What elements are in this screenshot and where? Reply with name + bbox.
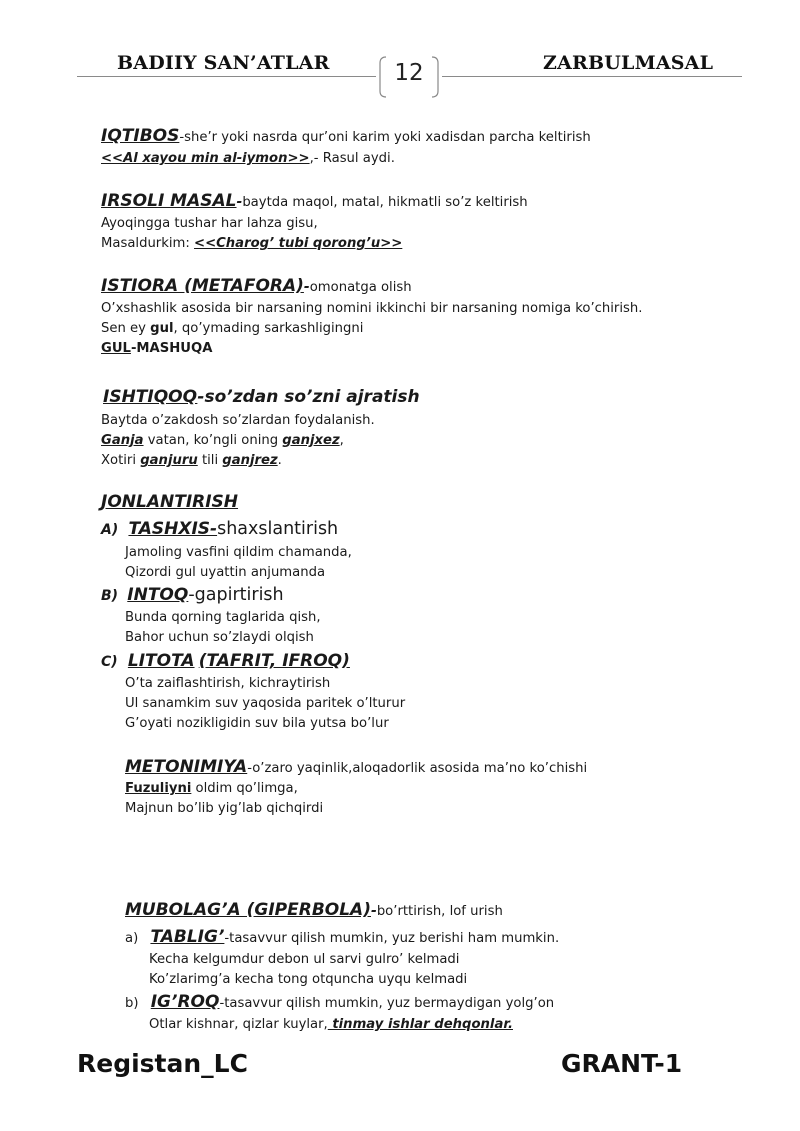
metonimiya-line2: Majnun bo’lib yig’lab qichqirdi <box>125 801 324 816</box>
jonlantirish-heading: JONLANTIRISH <box>101 492 239 512</box>
header-left-title: BADIIY SAN’ATLAR <box>117 52 330 74</box>
ishtiqoq-line3: Xotiri ganjuru tili ganjrez. <box>101 453 282 468</box>
litota-line1: O’ta zaiflashtirish, kichraytirish <box>125 676 331 691</box>
intoq-line2: Bahor uchun so’zlaydi olqish <box>125 630 314 645</box>
litota-line3: G’oyati nozikligidin suv bila yutsa bo’lur <box>125 716 389 731</box>
istiora-definition: ISTIORA (METAFORA)-omonatga olish <box>101 276 412 296</box>
irsoli-quote: <<Charog’ tubi qorong’u>> <box>194 236 403 251</box>
igroq-definition: b) IG’ROQ-tasavvur qilish mumkin, yuz bermaydigan yolg’on <box>125 992 555 1012</box>
ishtiqoq-term: ISHTIQOQ <box>103 387 198 407</box>
litota-alt-terms: (TAFRIT, IFROQ) <box>198 651 350 671</box>
header-right-title: ZARBULMASAL <box>543 52 714 74</box>
tashxis-term: TASHXIS- <box>128 519 218 539</box>
tablig-term: TABLIG’ <box>150 927 225 947</box>
intoq-line1: Bunda qorning taglarida qish, <box>125 610 321 625</box>
tashxis-definition: A) TASHXIS-shaxslantirish <box>101 519 339 539</box>
tablig-line1: Kecha kelgumdur debon ul sarvi gulro’ kelmadi <box>149 952 460 967</box>
mubolaga-definition: MUBOLAG’A (GIPERBOLA)-bo’rttirish, lof urish <box>125 900 503 920</box>
irsoli-definition: IRSOLI MASAL-baytda maqol, matal, hikmatli so’z keltirish <box>101 191 528 211</box>
ishtiqoq-definition: ISHTIQOQ-so’zdan so’zni ajratish <box>103 387 420 407</box>
ishtiqoq-line1: Baytda o’zakdosh so’zlardan foydalanish. <box>101 413 375 428</box>
litota-definition: C) LITOTA (TAFRIT, IFROQ) <box>101 651 350 671</box>
header-rule-right <box>442 76 742 77</box>
igroq-line1: Otlar kishnar, qizlar kuylar, tinmay ishlar dehqonlar. <box>149 1017 513 1032</box>
tashxis-line2: Qizordi gul uyattin anjumanda <box>125 565 326 580</box>
intoq-term: INTOQ <box>127 585 189 605</box>
irsoli-line2: Masaldurkim: <<Charog’ tubi qorong’u>> <box>101 236 403 251</box>
litota-term: LITOTA <box>127 651 195 671</box>
istiora-line1: O’xshashlik asosida bir narsaning nomini ikkinchi bir narsaning nomiga ko’chirish. <box>101 301 643 316</box>
irsoli-line1: Ayoqingga tushar har lahza gisu, <box>101 216 318 231</box>
litota-line2: Ul sanamkim suv yaqosida paritek o’lturur <box>125 696 406 711</box>
iqtibos-term: IQTIBOS <box>101 126 180 146</box>
metonimiya-definition: METONIMIYA-o’zaro yaqinlik,aloqadorlik asosida ma’no ko’chishi <box>125 757 588 777</box>
metonimiya-line1: Fuzuliyni oldim qo’limga, <box>125 781 298 796</box>
page-number: 12 <box>394 60 424 86</box>
metonimiya-term: METONIMIYA <box>125 757 248 777</box>
tablig-line2: Ko’zlarimg’a kecha tong otquncha uyqu kelmadi <box>149 972 468 987</box>
footer-right-label: GRANT-1 <box>561 1049 683 1078</box>
footer-left-brand: Registan_LC <box>77 1049 248 1078</box>
istiora-term: ISTIORA (METAFORA) <box>101 276 304 296</box>
igroq-term: IG’ROQ <box>150 992 220 1012</box>
iqtibos-example: <<Al xayou min al-iymon>>,- Rasul aydi. <box>101 151 395 166</box>
ishtiqoq-line2: Ganja vatan, ko’ngli oning ganjxez, <box>101 433 344 448</box>
istiora-line2: Sen ey gul, qo’ymading sarkashligingni <box>101 321 364 336</box>
tashxis-line1: Jamoling vasfini qildim chamanda, <box>125 545 352 560</box>
iqtibos-quote: <<Al xayou min al-iymon>> <box>101 151 310 166</box>
intoq-definition: B) INTOQ-gapirtirish <box>101 585 284 605</box>
istiora-line3: GUL-MASHUQA <box>101 341 213 356</box>
header-rule-left <box>77 76 376 77</box>
iqtibos-definition: IQTIBOS-she’r yoki nasrda qur’oni karim yoki xadisdan parcha keltirish <box>101 126 591 146</box>
mubolaga-term: MUBOLAG’A (GIPERBOLA) <box>125 900 371 920</box>
tablig-definition: a) TABLIG’-tasavvur qilish mumkin, yuz berishi ham mumkin. <box>125 927 560 947</box>
irsoli-term: IRSOLI MASAL <box>101 191 237 211</box>
